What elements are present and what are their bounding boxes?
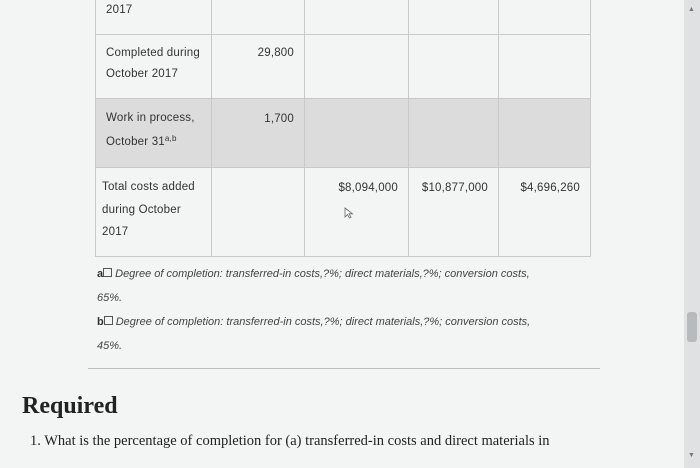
scroll-down-arrow-icon[interactable]: ▼ xyxy=(688,452,695,459)
row-label xyxy=(96,168,212,256)
row-label-line: Completed during xyxy=(106,47,200,59)
table-row-wip xyxy=(96,99,591,168)
direct-materials-cell xyxy=(409,168,499,256)
footnote-b-line2: 45%. xyxy=(97,340,123,352)
row-label xyxy=(96,99,212,167)
transferred-in-cell xyxy=(305,168,409,256)
scroll-up-arrow-icon[interactable]: ▲ xyxy=(688,6,695,13)
direct-materials-cell xyxy=(409,99,499,167)
footnote-b-marker: b xyxy=(97,316,104,328)
conversion-cell xyxy=(499,35,591,98)
table-cell xyxy=(212,0,305,34)
units-cell xyxy=(212,35,305,98)
transferred-in-value: $8,094,000 xyxy=(338,182,398,194)
conversion-cell xyxy=(499,168,591,256)
table-cell xyxy=(305,0,409,34)
required-heading: Required xyxy=(22,393,118,419)
footnote-marker[interactable]: a,b xyxy=(164,134,177,143)
units-cell xyxy=(212,168,305,256)
row-label-line: during October xyxy=(102,204,181,216)
row-label-line: 2017 xyxy=(102,226,129,238)
section-divider xyxy=(88,368,600,369)
footnote-a-text: Degree of completion: transferred-in costs,?%; direct materials,?%; conversion costs, xyxy=(115,268,530,280)
table-cell xyxy=(499,0,591,34)
row-label-text: October 31 xyxy=(106,136,165,148)
conversion-cell xyxy=(499,99,591,167)
required-question: 1. What is the percentage of completion for (a) transferred-in costs and direct materials in xyxy=(30,433,550,449)
table-row-header xyxy=(96,0,591,35)
footnote-b-line1 xyxy=(97,316,530,328)
footnote-a-line2: 65%. xyxy=(97,292,123,304)
footnote-a-marker: a xyxy=(97,268,104,280)
footnote-a-line1 xyxy=(97,268,530,280)
units-cell xyxy=(212,99,305,167)
row-label-line: October 2017 xyxy=(106,68,179,80)
row-label-line: Total costs added xyxy=(102,181,195,193)
checkbox-icon[interactable] xyxy=(104,316,113,325)
direct-materials-value: $10,877,000 xyxy=(421,182,488,194)
footnote-b-text: Degree of completion: transferred-in costs,?%; direct materials,?%; conversion costs, xyxy=(115,316,531,328)
direct-materials-cell xyxy=(409,35,499,98)
vertical-scrollbar[interactable] xyxy=(684,0,700,468)
transferred-in-cell xyxy=(305,35,409,98)
row-label xyxy=(96,35,212,98)
table-cell xyxy=(409,0,499,34)
cost-table xyxy=(95,0,591,257)
table-row-completed xyxy=(96,35,591,99)
units-value: 1,700 xyxy=(264,113,294,125)
transferred-in-cell xyxy=(305,99,409,167)
row-label-line: Work in process, xyxy=(106,112,195,124)
header-fragment: 2017 xyxy=(106,4,133,16)
table-cell xyxy=(96,0,212,34)
row-label-line xyxy=(106,134,177,148)
checkbox-icon[interactable] xyxy=(103,268,112,277)
mouse-cursor-icon xyxy=(344,207,354,219)
scroll-thumb[interactable] xyxy=(687,312,697,342)
units-value: 29,800 xyxy=(257,47,294,59)
conversion-value: $4,696,260 xyxy=(520,182,580,194)
